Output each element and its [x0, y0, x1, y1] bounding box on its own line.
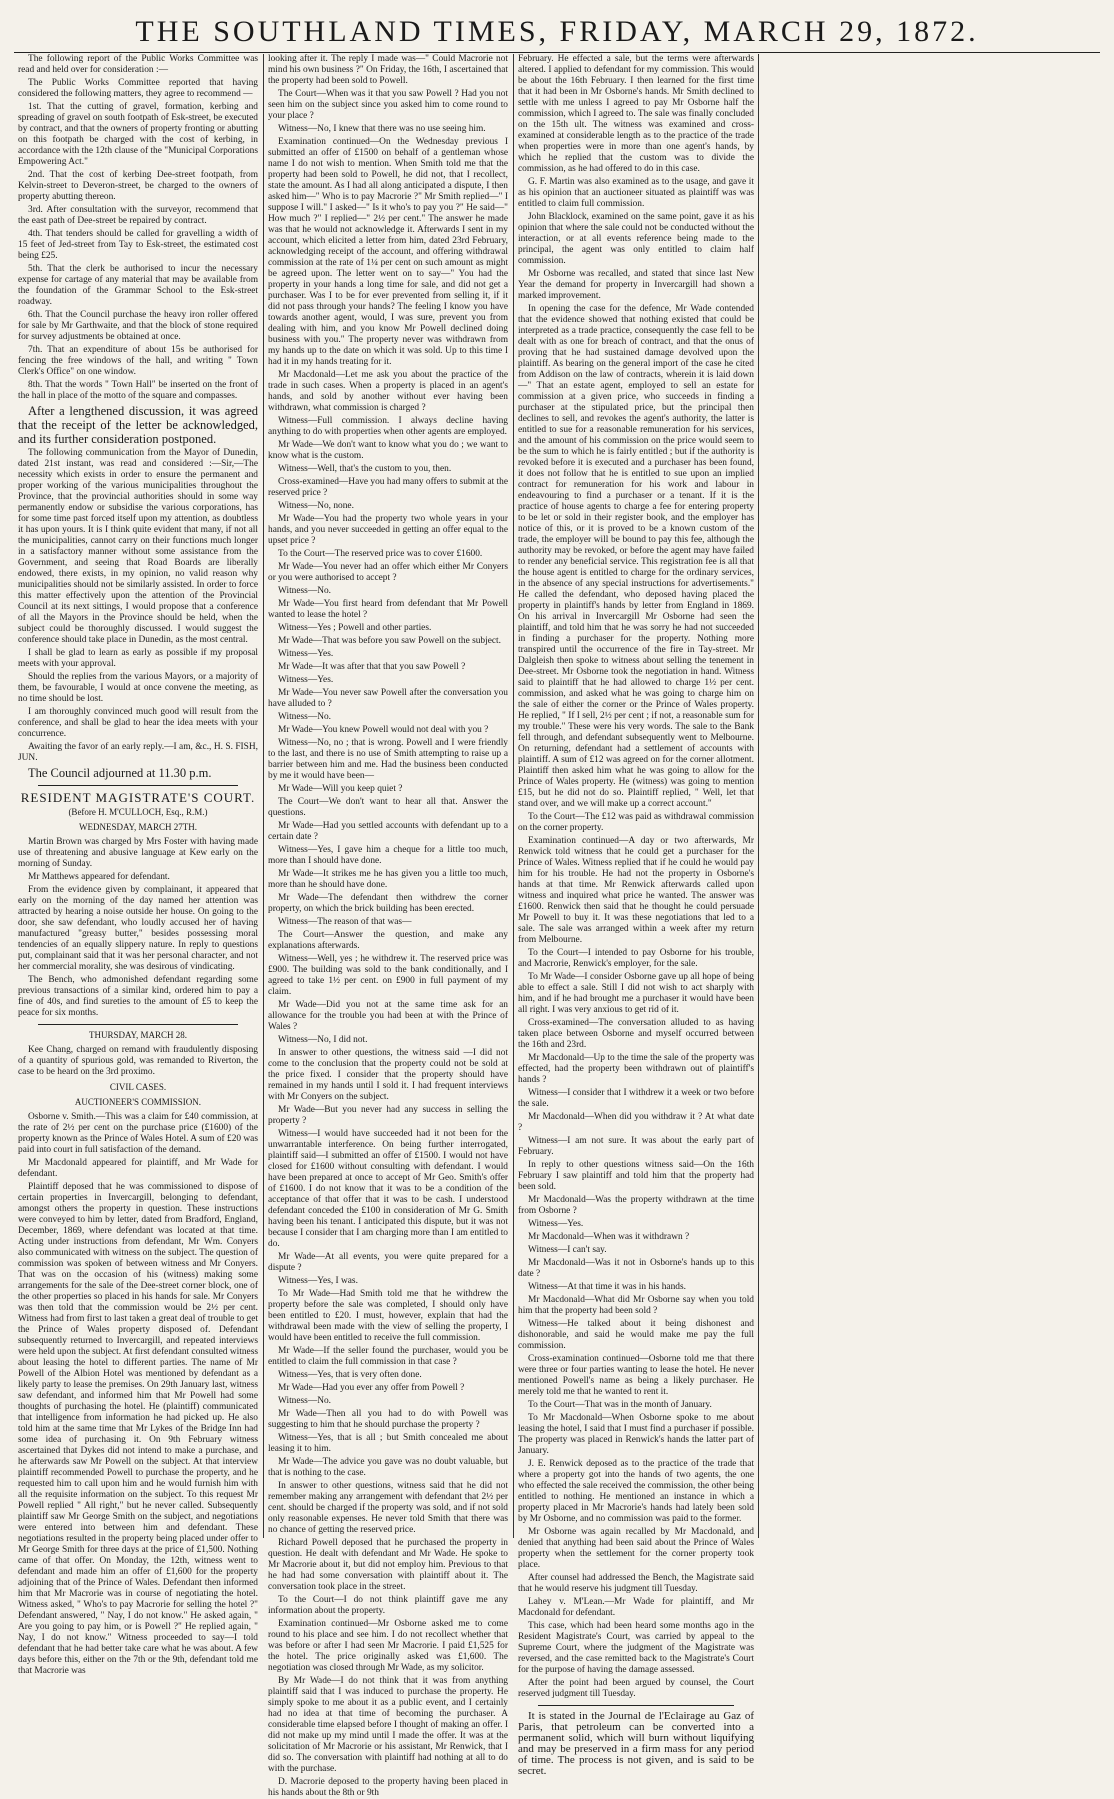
article-paragraph: Witness—Yes, I was.	[278, 1276, 358, 1286]
article-paragraph: Mr Macdonald—What did Mr Osborne say when you told him that the property had been sold ?	[518, 1295, 754, 1316]
article-paragraph: Witness—I would have succeeded had it not been for the unwarrantable interference. On being further interrogated, plaintiff said—I submitted an offer of £1500. I would not have closed for £1600 without consulting with defendant. I would have been prepared at once to accept of Mr Geo. Smith's offer of £1600. I do not know that it was to be a condition of the acceptance of that offer that it was to be cash. I understood defendant conceded the £100 in consideration of Mr G. Smith having been his tenant. I anticipated this dispute, but it was not because I consider that I am charging more than I am entitled to do.	[268, 1129, 508, 1249]
article-paragraph: To Mr Wade—I consider Osborne gave up all hope of being able to effect a sale. Still I did not wish to act sharply with him, and if he had brought me a purchaser it would have been all right. I was very anxious to get rid of it.	[518, 972, 754, 1015]
article-paragraph: In opening the case for the defence, Mr Wade contended that the evidence showed that nothing existed that could be interpreted as a trade practice, consequently the case fell to be dealt with as one for breach of contract, and that the onus of proving that he had sustained damage devolved upon the plaintiff. As bearing on the general import of the case he cited from Addison on the law of contracts, wherein it is laid down—" That an estate agent, employed to sell an estate for commission at a given price, who succeeds in finding a purchaser at the stipulated price, but the principal then declines to sell, and revokes the agent's authority, the latter is entitled to sue for a reasonable remuneration for his services, and the amount of his commission on the price would seem to be the sum to which he is fairly entitled ; but if the authority is revoked before it is executed and a purchaser has been found, it does not follow that he is entitled to sue upon an implied contract for remuneration for his work and labour in endeavouring to find a purchaser or a tenant. If it is the practice of house agents to charge a fee for entering property to be let or sold in their register book, and the employer has notice of this, or it is proved to be a known custom of the trade, the employer will be bound to pay this fee, although the authority may be revoked, or before the agent may have failed to render any beneficial service. This registration fee is all that the house agent is entitled to charge for the ordinary services, in the absence of any special instructions for advertisements." He called the defendant, who deposed having placed the property in plaintiff's hands by letter from England in 1869. On his arrival in Invercargill Mr Osborne had seen the plaintiff, and told him that he was sorry he had not succeeded in finding a purchaser for the property. Nothing more transpired until the occurrence of the fire in Tay-street. Mr Dalgleish then spoke to witness about selling the tenement in Dee-street. Mr Osborne took the negotiation in hand. Witness said to plaintiff that he had allowed to charge 1½ per cent. commission, and asked what he was going to charge him on the sale of either the corner or the Prince of Wales property. He replied, " If I sell, 2½ per cent ; if not, a reasonable sum for my trouble." These were his very words. The sale to the Bank fell through, and defendant subsequently went to Melbourne. On returning, defendant had a settlement of accounts with plaintiff. A sum of £12 was agreed on for the corner allotment. Plaintiff then asked him what he was going to allow for the Prince of Wales property. He (witness) was going to mention £15, but he did not do so. Plaintiff replied, " Well, let that stand over, and we will make up a correct account."	[518, 304, 754, 809]
article-paragraph: Kee Chang, charged on remand with fraudulently disposing of a quantity of spurious gold, was remanded to Riverton, the case to be heard on the 3rd proximo.	[18, 1045, 258, 1077]
article-paragraph: This case, which had been heard some months ago in the Resident Magistrate's Court, was carried by appeal to the Supreme Court, where the judgment of the Magistrate was reversed, and the case remitted back to the Magistrate's Court for the purpose of having the damage assessed.	[518, 1621, 754, 1675]
article-paragraph: Witness—No.	[278, 586, 332, 596]
article-paragraph: In answer to other questions, the witness said —I did not come to the conclusion that the property could not be sold at the price fixed. I consider that the property should have remained in my hands until I sold it. I had frequent interviews with Mr Conyers on the subject.	[268, 1048, 508, 1102]
article-paragraph: Witness—He talked about it being dishonest and dishonorable, and said he would make me pay the full commission.	[518, 1319, 754, 1351]
article-paragraph: J. E. Renwick deposed as to the practice of the trade that where a property got into the hands of two agents, the one who effected the sale received the commission, the other being entitled to nothing. He mentioned an instance in which a property placed in Mr Macrorie's hands had lately been sold by Mr Osborne, and no commission was paid to the former.	[518, 1459, 754, 1524]
article-paragraph: Witness—Well, yes ; he withdrew it. The reserved price was £900. The building was sold to the bank conditionally, and I agreed to take 1½ per cent. on £900 in full payment of my claim.	[268, 954, 508, 997]
lead-paragraph: After a lengthened discussion, it was agreed that the receipt of the letter be acknowledged, and its further consideration postponed.	[18, 404, 258, 446]
article-paragraph: Mr Wade—Did you not at the same time ask for an allowance for the trouble you had been at with the Prince of Wales ?	[268, 1000, 508, 1032]
article-paragraph: Cross-examination continued—Osborne told me that there were three or four parties wanting to lease the hotel. He never mentioned Powell's name as being a likely purchaser. He merely told me that he wanted to rent it.	[518, 1354, 754, 1397]
court-subheading: (Before H. M'CULLOCH, Esq., R.M.)	[68, 807, 208, 817]
article-paragraph: 3rd. After consultation with the surveyor, recommend that the east path of Dee-street be repaired by contract.	[18, 205, 258, 226]
article-paragraph: To the Court—The reserved price was to cover £1600.	[278, 549, 483, 559]
article-paragraph: Witness—Yes.	[278, 675, 334, 685]
adjournment-line: The Council adjourned at 11.30 p.m.	[28, 766, 212, 780]
article-paragraph: Mr Macdonald—Let me ask you about the practice of the trade in such cases. When a property is placed in an agent's hands, and sold by another without ever having been withdrawn, what commission is charged ?	[268, 370, 508, 413]
article-paragraph: 6th. That the Council purchase the heavy iron roller offered for sale by Mr Garthwaite, and that the block of stone required for survey adjustments be obtained at once.	[18, 310, 258, 342]
civil-heading: CIVIL CASES.	[109, 1082, 167, 1092]
article-paragraph: Witness—No, no ; that is wrong. Powell and I were friendly to the last, and there is no use of Smith attempting to raise up a barrier between him and me. Had the business been conducted by me it would have been—	[268, 738, 508, 781]
article-paragraph: Witness—Well, that's the custom to you, then.	[278, 464, 452, 474]
article-paragraph: Mr Wade—It was after that that you saw Powell ?	[278, 662, 466, 672]
article-paragraph: Mr Wade—But you never had any success in selling the property ?	[268, 1105, 508, 1126]
article-paragraph: Plaintiff deposed that he was commissioned to dispose of certain properties in Invercargill, belonging to defendant, amongst others the property in question. These instructions were conveyed to him by letter, dated from Bradford, England, December, 1869, where defendant was located at that time. Acting under instructions from defendant, Mr Wm. Conyers also communicated with witness on the subject. The question of commission was spoken of between witness and Mr Conyers. That was on the occasion of his (witness) making some arrangements for the sale of the Dee-street corner block, one of the other properties so placed in his hands for sale. Mr Conyers was then told that the commission would be 2½ per cent. Witness had from first to last taken a great deal of trouble to get the Prince of Wales property disposed of. Defendant subsequently returned to Invercargill, and repeated interviews were held upon the subject. At first defendant consulted witness about leasing the hotel to different parties. The name of Mr Powell of the Albion Hotel was mentioned by defendant as a likely party to lease the premises. On 29th January last, witness saw defendant, and informed him that Mr Powell had some thoughts of purchasing the hotel. He (plaintiff) communicated that intelligence from information he had picked up. He also told him at the same time that Mr Lykes of the Bridge Inn had some idea of purchasing it. On 9th February witness ascertained that Dykes did not intend to make a purchase, and he afterwards saw Mr Powell on the subject. At that interview plaintiff recommended Powell to purchase the property, and he requested him to call upon him and he would furnish him with all the requisite information on the subject. To this request Mr Powell replied " All right," but he never called. Subsequently plaintiff saw Mr George Smith on the subject, and negotiations were entered into between him and defendant. These negotiations resulted in the property being placed under offer to Mr George Smith for three days at the price of £1,500. Nothing came of that offer. On Monday, the 12th, witness went to defendant and made him an offer of £1,600 for the property adjoining that of the Prince of Wales. Defendant then informed him that Mr Macrorie was in course of negotiating the hotel. Witness asked, " Who's to pay Macrorie for selling the hotel ?" Defendant answered, " Nay, I do not know." He asked again, " Are you going to pay him, or is Powell ?" He replied again, " Nay, I do not know." Witness proceeded to say—I told defendant that he had better take care what he was about. A few days before this, either on the 7th or the 9th, defendant told me that Macrorie was	[18, 1182, 258, 1676]
article-paragraph: Cross-examined—Have you had many offers to submit at the reserved price ?	[268, 477, 508, 498]
article-paragraph: Witness—Yes, that is very often done.	[278, 1370, 422, 1380]
article-paragraph: The following communication from the Mayor of Dunedin, dated 21st instant, was read and considered :—Sir,—The necessity which exists in order to ensure the permanent and proper working of the various municipalities throughout the Province, that the provincial authorities should in some way permanently endow or subsidise the various corporations, has for some time past forced itself upon my attention, as doubtless it has upon yours. It is I think quite evident that many, if not all the municipalities, cannot carry on their functions much longer in a satisfactory manner without some assistance from the Government, and seeing that Road Boards are liberally endowed, there exists, in my opinion, no valid reason why municipalities should not be similarly assisted. In order to force this matter effectively upon the attention of the Provincial Council at its next sittings, I would propose that a conference of all the Mayors in the Province should be held, when the subject could be thoroughly discussed. I would suggest the conference should take place in Dunedin, as the most central.	[18, 448, 258, 645]
article-paragraph: 5th. That the clerk be authorised to incur the necessary expense for cartage of any material that may be available from the foundation of the Grammar School to the Esk-street roadway.	[18, 264, 258, 307]
article-paragraph: The Court—We don't want to hear all that. Answer the questions.	[268, 797, 508, 818]
article-paragraph: Witness—Yes.	[528, 1219, 584, 1229]
article-paragraph: Witness—No, I did not.	[278, 1035, 368, 1045]
article-paragraph: Witness—No, I knew that there was no use seeing him.	[278, 124, 486, 134]
article-paragraph: Mr Osborne was recalled, and stated that since last New Year the demand for property in Invercargill had shown a marked improvement.	[518, 269, 754, 301]
masthead-title: THE SOUTHLAND TIMES, FRIDAY, MARCH 29, 1872.	[135, 15, 979, 48]
article-paragraph: Mr Wade—You knew Powell would not deal with you ?	[278, 725, 489, 735]
article-paragraph: To the Court—The £12 was paid as withdrawal commission on the corner property.	[518, 812, 754, 833]
article-paragraph: Mr Macdonald—Was it not in Osborne's hands up to this date ?	[518, 1258, 754, 1279]
article-paragraph: In reply to other questions witness said—On the 16th February I saw plaintiff and told him that the property had been sold.	[518, 1160, 754, 1192]
article-paragraph: 4th. That tenders should be called for gravelling a width of 15 feet of Jed-street from Tay to Esk-street, the estimated cost being £25.	[18, 229, 258, 261]
article-paragraph: Lahey v. M'Lean.—Mr Wade for plaintiff, and Mr Macdonald for defendant.	[518, 1597, 754, 1618]
article-paragraph: John Blacklock, examined on the same point, gave it as his opinion that where the sale could not be conducted without the interaction, or at all events reference being made to the principal, the agent was only entitled to claim half commission.	[518, 212, 754, 266]
article-paragraph: I shall be glad to learn as early as possible if my proposal meets with your approval.	[18, 648, 258, 669]
article-paragraph: Witness—No.	[278, 712, 332, 722]
article-paragraph: It is stated in the Journal de l'Eclairage au Gaz of Paris, that petroleum can be converted into a permanent solid, which will burn without liquifying and may be preserved in a firm mass for any period of time. The process is not given, and is said to be secret.	[518, 1710, 754, 1777]
article-paragraph: Mr Osborne was again recalled by Mr Macdonald, and denied that anything had been said about the Prince of Wales property when the settlement for the corner property took place.	[518, 1527, 754, 1570]
article-paragraph: The Public Works Committee reported that having considered the following matters, they agree to recommend —	[18, 78, 258, 99]
article-paragraph: Witness—No.	[278, 1396, 332, 1406]
article-paragraph: Mr Wade—You had the property two whole years in your hands, and you never succeeded in getting an offer equal to the upset price ?	[268, 514, 508, 546]
article-paragraph: Examination continued—Mr Osborne asked me to come round to his place and see him. I do not recollect whether that was before or after I had seen Mr Macrorie. I paid £1,525 for the hotel. The price originally asked was £1,600. The negotiation was closed through Mr Wade, as my solicitor.	[268, 1619, 508, 1673]
article-paragraph: Richard Powell deposed that he purchased the property in question. He dealt with defendant and Mr Wade. He spoke to Mr Macrorie about it, but did not employ him. Previous to that he had had some conversation with plaintiff about it. The conversation took place in the street.	[268, 1538, 508, 1592]
article-paragraph: The Court—Answer the question, and make any explanations afterwards.	[268, 930, 508, 951]
article-paragraph: 1st. That the cutting of gravel, formation, kerbing and spreading of gravel on south footpath of Esk-street, be executed by contract, and that the owners of property fronting or abutting on this footpath be charged with the cost of kerbing, in accordance with the 12th clause of the "Municipal Corporations Empowering Act."	[18, 102, 258, 167]
article-paragraph: Witness—Full commission. I always decline having anything to do with properties when other agents are employed.	[268, 416, 508, 437]
article-paragraph: Mr Macdonald—Up to the time the sale of the property was effected, had the property been withdrawn out of plaintiff's hands ?	[518, 1053, 754, 1085]
article-paragraph: The Court—When was it that you saw Powell ? Had you not seen him on the subject since you asked him to come round to your place ?	[268, 89, 508, 121]
article-paragraph: Mr Wade—It strikes me he has given you a little too much, more than he should have done.	[268, 869, 508, 890]
article-paragraph: Mr Wade—At all events, you were quite prepared for a dispute ?	[268, 1252, 508, 1273]
article-paragraph: 8th. That the words " Town Hall" be inserted on the front of the hall in place of the motto of the square and compasses.	[18, 380, 258, 401]
article-paragraph: I am thoroughly convinced much good will result from the conference, and shall be glad to hear the idea meets with your concurrence.	[18, 707, 258, 739]
article-paragraph: Mr Macdonald appeared for plaintiff, and Mr Wade for defendant.	[18, 1158, 258, 1179]
article-paragraph: Mr Macdonald—When did you withdraw it ? At what date ?	[518, 1112, 754, 1133]
article-paragraph: To the Court—I do not think plaintiff gave me any information about the property.	[268, 1595, 508, 1616]
article-paragraph: After counsel had addressed the Bench, the Magistrate said that he would reserve his judgment till Tuesday.	[518, 1573, 754, 1594]
article-paragraph: Mr Wade—You never saw Powell after the conversation you have alluded to ?	[268, 688, 508, 709]
court-date: THURSDAY, MARCH 28.	[88, 1030, 188, 1040]
article-paragraph: Witness—Yes, that is all ; but Smith concealed me about leasing it to him.	[268, 1433, 508, 1454]
article-paragraph: Mr Wade—You first heard from defendant that Mr Powell wanted to lease the hotel ?	[268, 599, 508, 620]
article-paragraph: February. He effected a sale, but the terms were afterwards altered. I applied to defendant for my commission. This would be about the 16th February. I then learned for the first time that it had been in Mr Osborne's hands. Mr Smith declined to settle with me unless I agreed to pay Mr Osborne half the commission, which I agreed to. The sale was finally concluded on the 15th ult. The witness was examined and cross-examined at considerable length as to the practice of the trade when properties were in more than one agent's hands, by which he replied that the custom was to divide the commission, as he had offered to do in this case.	[518, 54, 754, 174]
article-paragraph: Should the replies from the various Mayors, or a majority of them, be favourable, I would at once convene the meeting, as no time should be lost.	[18, 672, 258, 704]
article-paragraph: Witness—I consider that I withdrew it a week or two before the sale.	[518, 1088, 754, 1109]
article-paragraph: Osborne v. Smith.—This was a claim for £40 commission, at the rate of 2½ per cent on the purchase price (£1600) of the property known as the Prince of Wales Hotel. A sum of £20 was paid into court in full satisfaction of the demand.	[18, 1112, 258, 1155]
article-paragraph: Witness—I am not sure. It was about the early part of February.	[518, 1136, 754, 1157]
article-paragraph: D. Macrorie deposed to the property having been placed in his hands about the 8th or 9th	[268, 1777, 508, 1798]
article-paragraph: Mr Wade—Had you settled accounts with defendant up to a certain date ?	[268, 821, 508, 842]
article-paragraph: To the Court—That was in the month of January.	[528, 1400, 712, 1410]
article-paragraph: Cross-examined—The conversation alluded to as having taken place between Osborne and myself occurred between the 16th and 23rd.	[518, 1018, 754, 1050]
article-paragraph: Witness—Yes ; Powell and other parties.	[278, 623, 432, 633]
article-paragraph: To Mr Macdonald—When Osborne spoke to me about leasing the hotel, I said that I must find a purchaser if possible. The property was placed in Renwick's hands the latter part of January.	[518, 1413, 754, 1456]
article-paragraph: Witness—I can't say.	[528, 1245, 607, 1255]
article-paragraph: To Mr Wade—Had Smith told me that he withdrew the property before the sale was completed, I should only have been entitled to £20. I must, however, explain that had the withdrawal been made with the view of selling the property, I would have been entitled to receive the full commission.	[268, 1289, 508, 1343]
court-heading: RESIDENT MAGISTRATE'S COURT.	[20, 790, 256, 805]
article-paragraph: Awaiting the favor of an early reply.—I am, &c., H. S. FISH, JUN.	[18, 742, 258, 763]
civil-subheading: AUCTIONEER'S COMMISSION.	[74, 1097, 202, 1107]
article-paragraph: Mr Wade—Then all you had to do with Powell was suggesting to him that he should purchase the property ?	[268, 1409, 508, 1430]
article-paragraph: 7th. That an expenditure of about 15s be authorised for fencing the free windows of the hall, and writing " Town Clerk's Office" on one window.	[18, 345, 258, 377]
article-paragraph: Mr Wade—The advice you gave was no doubt valuable, but that is nothing to the case.	[268, 1457, 508, 1478]
article-paragraph: Examination continued—A day or two afterwards, Mr Renwick told witness that he could get a purchaser for the Prince of Wales. Witness replied that if he could he would pay him for his trouble. He had not the property in Osborne's hands at that time. Mr Renwick afterwards called upon witness and inquired what price he wanted. The answer was £1600. Renwick then said that he thought he could persuade Mr Powell to buy it. It was these negotiations that led to a sale. The sale was arranged within a week after my return from Melbourne.	[518, 836, 754, 945]
section-divider	[538, 1705, 734, 1706]
court-date: WEDNESDAY, MARCH 27TH.	[78, 822, 197, 832]
article-paragraph: Witness—Yes, I gave him a cheque for a little too much, more than I should have done.	[268, 845, 508, 866]
article-paragraph: Witness—Yes.	[278, 649, 334, 659]
article-paragraph: Witness—The reason of that was—	[278, 917, 412, 927]
article-paragraph: The following report of the Public Works Committee was read and held over for consideration :—	[18, 54, 258, 75]
article-paragraph: Mr Wade—Will you keep quiet ?	[278, 784, 403, 794]
article-paragraph: From the evidence given by complainant, it appeared that early on the morning of the day named her attention was attracted by hearing a noise outside her house. On going to the door, she saw defendant, who loudly accused her of having manufactured "greasy butter," besides possessing moral tendencies of an equally slippery nature. In reply to questions put, complainant said that it was her personal character, and not her commercial morality, she was desirous of vindicating.	[18, 885, 258, 972]
article-paragraph: Mr Wade—The defendant then withdrew the corner property, on which the brick building has been erected.	[268, 893, 508, 914]
article-paragraph: 2nd. That the cost of kerbing Dee-street footpath, from Kelvin-street to Deveron-street, be charged to the owners of property abutting thereon.	[18, 170, 258, 202]
article-paragraph: Mr Macdonald—When was it withdrawn ?	[528, 1232, 690, 1242]
article-paragraph: G. F. Martin was also examined as to the usage, and gave it as his opinion that an auctioneer situated as plaintiff was was entitled to claim full commission.	[518, 177, 754, 209]
article-paragraph: Witness—At that time it was in his hands.	[528, 1282, 686, 1292]
article-paragraph: Mr Wade—If the seller found the purchaser, would you be entitled to claim the full commission in that case ?	[268, 1346, 508, 1367]
article-paragraph: In answer to other questions, witness said that he did not remember making any arrangement with defendant that 2½ per cent. should be charged if the property was sold, and if not sold only reasonable expenses. He never told Smith that there was no chance of getting the reserved price.	[268, 1481, 508, 1535]
article-paragraph: Witness—No, none.	[278, 501, 354, 511]
article-paragraph: By Mr Wade—I do not think that it was from anything plaintiff said that I was induced to purchase the property. He simply spoke to me about it as a public event, and I certainly had no idea at that time of becoming the purchaser. A considerable time elapsed before I thought of making an offer. I did not make up my mind until I made the offer. It was at the solicitation of Mr Macrorie or his assistant, Mr Renwick, that I did so. The conversation with plaintiff had nothing at all to do with the purchase.	[268, 1676, 508, 1774]
article-paragraph: Mr Wade—You never had an offer which either Mr Conyers or you were authorised to accept ?	[268, 562, 508, 583]
article-paragraph: Mr Wade—Had you ever any offer from Powell ?	[278, 1383, 465, 1393]
article-paragraph: Mr Wade—That was before you saw Powell on the subject.	[278, 636, 501, 646]
article-paragraph: Mr Macdonald—Was the property withdrawn at the time from Osborne ?	[518, 1195, 754, 1216]
article-paragraph: Examination continued—On the Wednesday previous I submitted an offer of £1500 on behalf of a gentleman whose name I do not wish to mention. When Smith told me that the property had been sold to Powell, he did not, that I recollect, state the amount. As I had all along anticipated a dispute, I then asked him—" Who is to pay Macrorie ?" Mr Smith replied—" I suppose I will." I asked—" Is it who's to pay you ?" He said—" How much ?" I replied—" 2½ per cent." The answer he made was that he would not acknowledge it. Afterwards I sent in my account, which elicited a letter from him, dated 23rd February, acknowledging receipt of the account, and offering withdrawal commission at the rate of 1¼ per cent on such amount as might be agreed upon. The letter went on to say—" You had the property in your hands a long time for sale, and did not get a purchaser. Was I to be for ever prevented from selling it, if it did not pass through your hands? The feeling I know you have towards another agent, would, I was sure, prevent you from dealing with him, and you know Mr Powell declined doing business with you." The property never was withdrawn from my hands up to the date on which it was sold. Up to this time I had it in my hands treating for it.	[268, 137, 508, 367]
article-paragraph: After the point had been argued by counsel, the Court reserved judgment till Tuesday.	[518, 1678, 754, 1699]
article-paragraph: The Bench, who admonished defendant regarding some previous transactions of a similar kind, ordered him to pay a fine of 40s, and find sureties to the amount of £5 to keep the peace for six months.	[18, 975, 258, 1018]
article-paragraph: Mr Matthews appeared for defendant.	[28, 872, 170, 882]
article-paragraph: looking after it. The reply I made was—" Could Macrorie not mind his own business ?" On Friday, the 16th, I ascertained that the property had been sold to Powell.	[268, 54, 508, 86]
article-paragraph: To the Court—I intended to pay Osborne for his trouble, and Macrorie, Renwick's employer, for the sale.	[518, 948, 754, 969]
article-paragraph: Mr Wade—We don't want to know what you do ; we want to know what is the custom.	[268, 440, 508, 461]
article-paragraph: Martin Brown was charged by Mrs Foster with having made use of threatening and abusive language at Kew early on the morning of Sunday.	[18, 837, 258, 869]
